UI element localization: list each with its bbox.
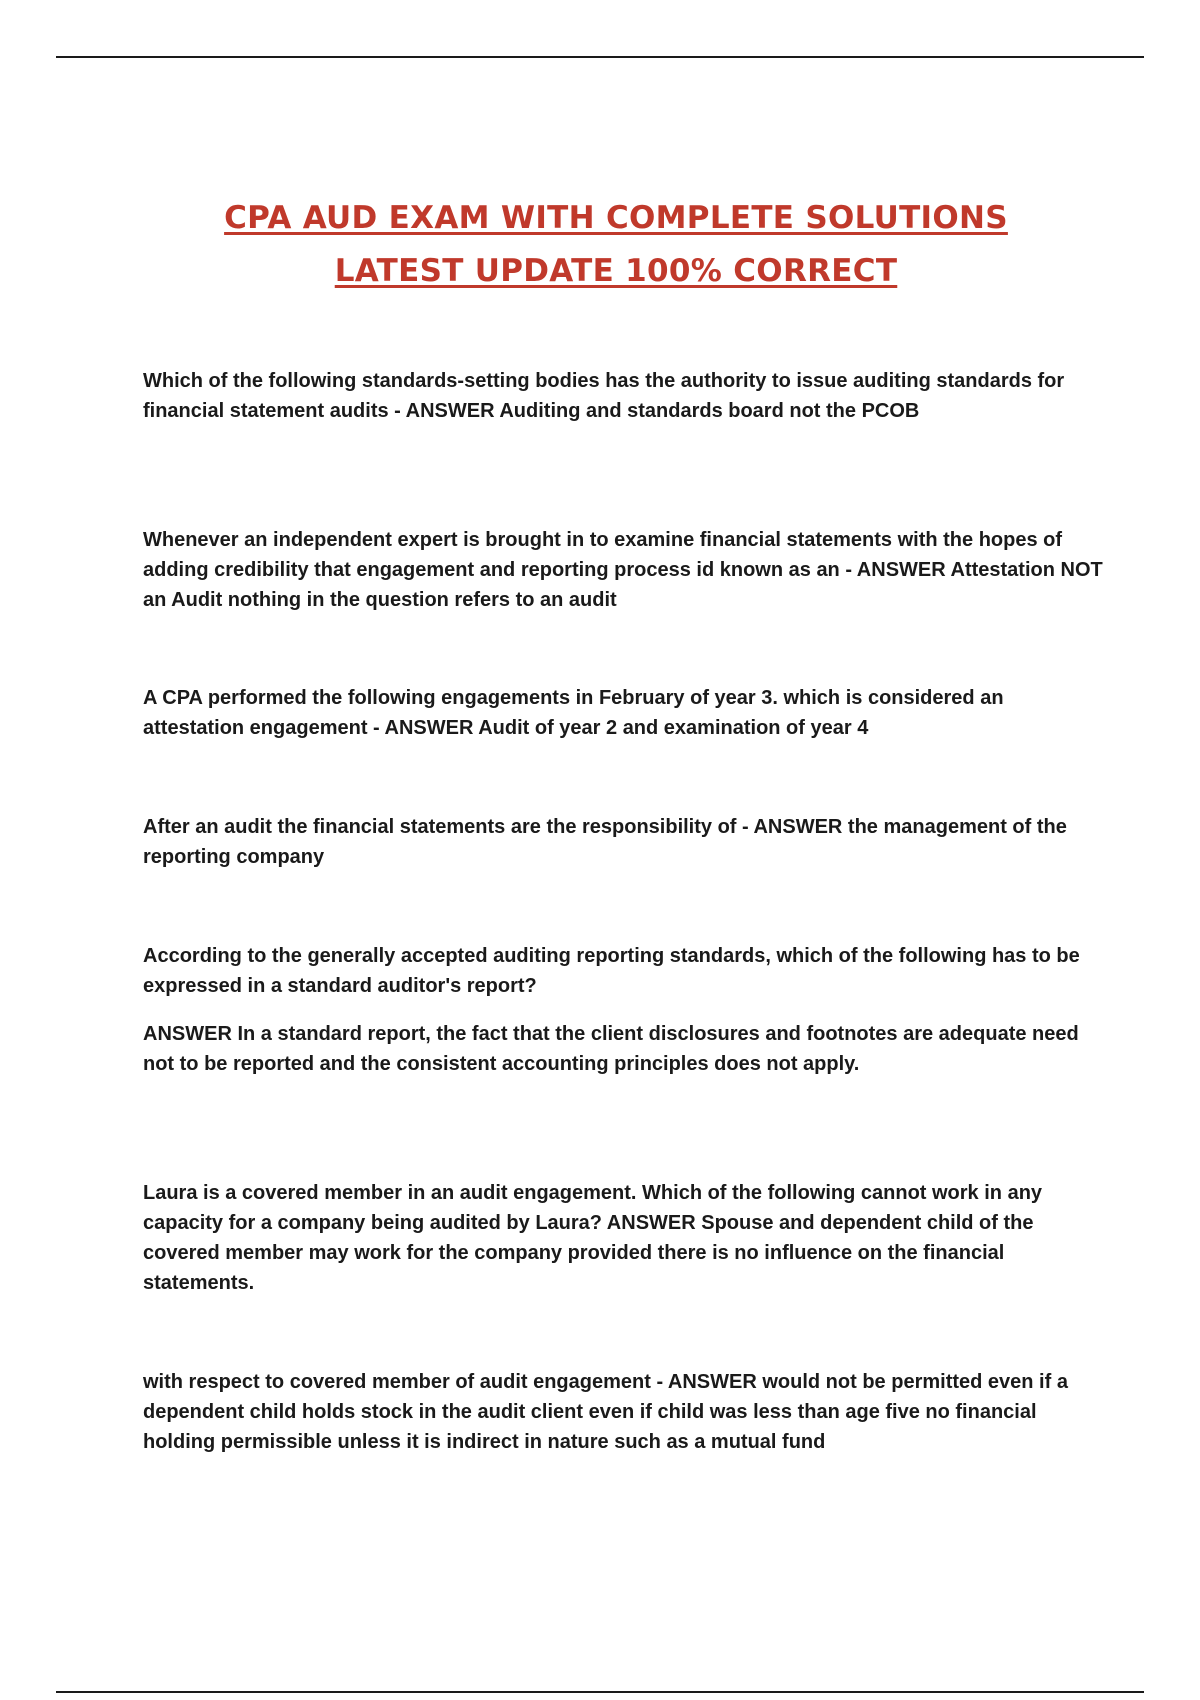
qa-entry-2: Whenever an independent expert is brought in to examine financial statements with the hopes of adding credibility that engagement and reporting process id known as an - ANSWER Attestation NOT an Audit nothing in the question refers to an audit [143,529,1103,611]
qa-entry-6: Laura is a covered member in an audit engagement. Which of the following cannot work in any capacity for a company being audited by Laura? ANSWER Spouse and dependent child of the covered member may work for the company provided there is no influence on the financial statements. [143,1182,1043,1294]
qa-entry-1: Which of the following standards-setting bodies has the authority to issue auditing standards for financial statement audits - ANSWER Auditing and standards board not the PCOB [143,370,1065,422]
title-line-2: LATEST UPDATE 100% CORRECT [334,253,898,289]
qa-entry-5-question: According to the generally accepted auditing reporting standards, which of the following has to be expressed in a standard auditor's report? [143,945,1080,997]
bottom-rule [56,1691,1144,1693]
qa-entry-5-answer: ANSWER In a standard report, the fact that the client disclosures and footnotes are adequate need not to be reported and the consistent accounting principles does not apply. [143,1023,1079,1075]
document-title [0,192,1200,298]
qa-entry-7: with respect to covered member of audit engagement - ANSWER would not be permitted even if a dependent child holds stock in the audit client even if child was less than age five no financial holding permissible unless it is indirect in nature such as a mutual fund [143,1371,1068,1453]
qa-entry-3: A CPA performed the following engagements in February of year 3. which is considered an attestation engagement - ANSWER Audit of year 2 and examination of year 4 [143,687,1004,739]
top-rule [56,56,1144,58]
qa-entry-4: After an audit the financial statements are the responsibility of - ANSWER the management of the reporting company [143,816,1067,868]
title-line-1: CPA AUD EXAM WITH COMPLETE SOLUTIONS [224,200,1008,236]
